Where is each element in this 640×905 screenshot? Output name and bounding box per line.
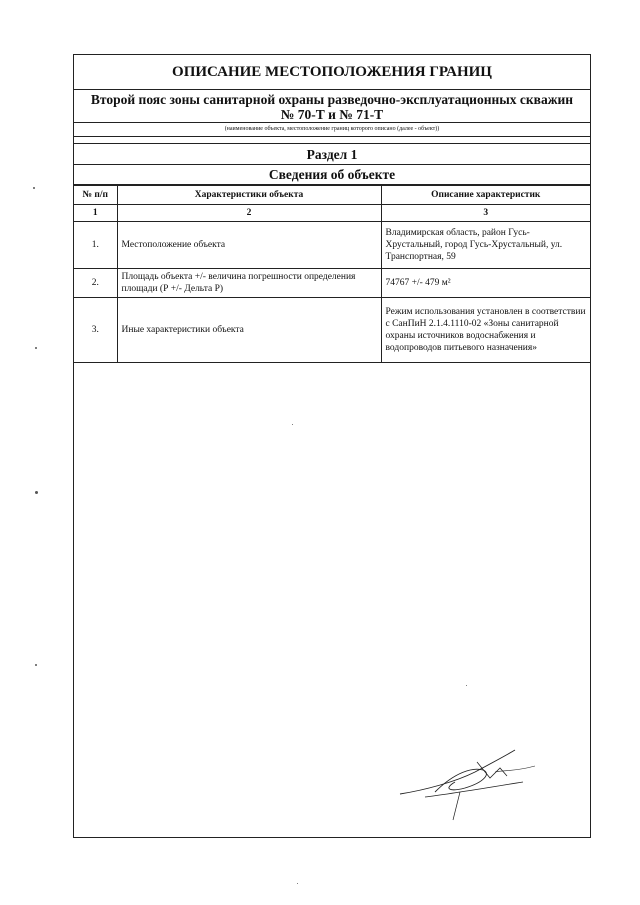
row-description-text: Режим использования установлен в соответствии с СанПиН 2.1.4.1110-02 «Зоны санитарной охраны источников водоснабжения и водопроводов питьевого назначения» (385, 307, 586, 353)
row-description: 74767 +/- 479 м² (381, 269, 590, 298)
row-characteristic: Иные характеристики объекта (117, 298, 381, 363)
row-characteristic: Местоположение объекта (117, 222, 381, 269)
object-caption: (наименование объекта, местоположение границ которого описано (далее - объект)) (74, 123, 590, 137)
row-characteristic (117, 269, 381, 298)
document-frame (73, 54, 591, 838)
section-title: Сведения об объекте (74, 165, 590, 185)
object-name (74, 90, 590, 123)
signature-image (395, 742, 545, 827)
row-description (381, 298, 590, 363)
column-number-3: 3 (381, 205, 590, 222)
table-header-row (74, 186, 590, 205)
row-characteristic-text: Площадь объекта +/- величина погрешности определения площади (Р +/- Дельта Р) (121, 272, 356, 294)
scan-speck (35, 347, 37, 349)
row-number: 3. (74, 298, 117, 363)
scan-speck (466, 685, 467, 686)
row-number: 2. (74, 269, 117, 298)
table-row (74, 298, 590, 363)
column-number-1: 1 (74, 205, 117, 222)
object-info-table (74, 185, 590, 363)
scan-speck (33, 187, 35, 189)
header-characteristics: Характеристики объекта (117, 186, 381, 205)
row-number: 1. (74, 222, 117, 269)
header-number: № п/п (74, 186, 117, 205)
scan-speck (297, 883, 298, 884)
scan-speck (35, 664, 37, 666)
row-description-text: Владимирская область, район Гусь-Хрустальный, город Гусь-Хрустальный, ул. Транспортная, 59 (385, 228, 563, 262)
row-description (381, 222, 590, 269)
spacer-row (74, 137, 590, 144)
scan-speck (35, 491, 38, 494)
header-description: Описание характеристик (381, 186, 590, 205)
object-name-line-2: № 70-Т и № 71-Т (280, 107, 384, 122)
column-number-2: 2 (117, 205, 381, 222)
document-title: ОПИСАНИЕ МЕСТОПОЛОЖЕНИЯ ГРАНИЦ (74, 55, 590, 90)
table-row (74, 269, 590, 298)
section-heading: Раздел 1 (74, 144, 590, 165)
scan-speck (292, 424, 293, 425)
column-number-row (74, 205, 590, 222)
object-name-line-1: Второй пояс зоны санитарной охраны разведочно-эксплуатационных скважин (90, 92, 574, 107)
table-row (74, 222, 590, 269)
